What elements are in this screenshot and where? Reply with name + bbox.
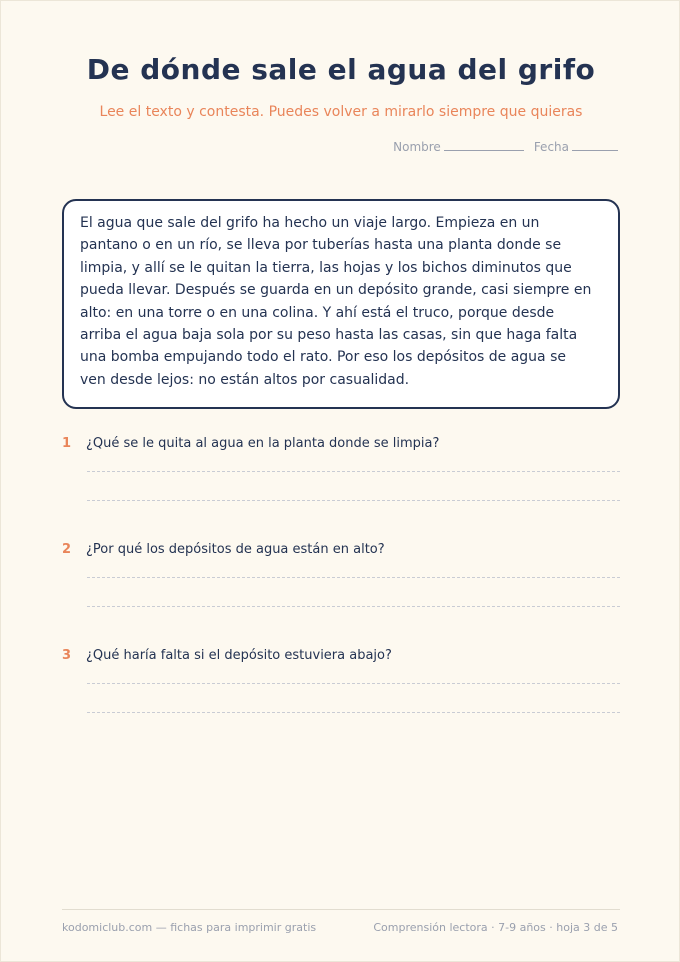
name-blank-line [444, 140, 524, 151]
student-info [393, 140, 618, 154]
answer-line[interactable] [87, 683, 620, 684]
answer-line[interactable] [87, 712, 620, 713]
question-number: 3 [62, 648, 72, 663]
passage-line: una bomba empujando todo el rato. Por eso los depósitos de agua se [80, 349, 566, 366]
answer-line[interactable] [87, 606, 620, 607]
reading-passage-box [62, 199, 620, 409]
footer-site-credit: kodomiclub.com — fichas para imprimir gratis [62, 921, 317, 934]
question-1 [62, 436, 620, 451]
passage-line: pueda llevar. Después se guarda en un depósito grande, casi siempre en [80, 282, 592, 299]
question-number: 1 [62, 436, 72, 451]
question-number: 2 [62, 542, 72, 557]
name-label: Nombre [393, 140, 441, 154]
question-3 [62, 648, 620, 663]
answer-line[interactable] [87, 577, 620, 578]
answer-line[interactable] [87, 500, 620, 501]
answer-line[interactable] [87, 471, 620, 472]
passage-line: limpia, y allí se le quitan la tierra, las hojas y los bichos diminutos que [80, 259, 572, 276]
passage-line: ven desde lejos: no están altos por casualidad. [80, 371, 410, 388]
question-text: ¿Qué se le quita al agua en la planta donde se limpia? [86, 436, 440, 451]
footer-divider [62, 909, 620, 910]
instructions-subtitle: Lee el texto y contesta. Puedes volver a mirarlo siempre que quieras [99, 104, 583, 120]
question-text: ¿Qué haría falta si el depósito estuviera abajo? [86, 648, 392, 663]
passage-line: pantano o en un río, se lleva por tuberías hasta una planta donde se [80, 237, 562, 254]
question-text: ¿Por qué los depósitos de agua están en alto? [86, 542, 385, 557]
passage-line: alto: en una torre o en una colina. Y ahí está el truco, porque desde [80, 304, 555, 321]
footer-sheet-info: Comprensión lectora · 7-9 años · hoja 3 de 5 [373, 921, 618, 934]
date-field[interactable] [534, 140, 618, 154]
date-blank-line [572, 140, 618, 151]
passage-line: El agua que sale del grifo ha hecho un viaje largo. Empieza en un [80, 215, 540, 231]
question-2 [62, 542, 620, 557]
date-label: Fecha [533, 140, 569, 154]
name-field[interactable] [393, 140, 524, 154]
passage-line: arriba el agua baja sola por su peso hasta las casas, sin que haga falta [80, 327, 578, 344]
page-title: De dónde sale el agua del grifo [86, 53, 596, 86]
